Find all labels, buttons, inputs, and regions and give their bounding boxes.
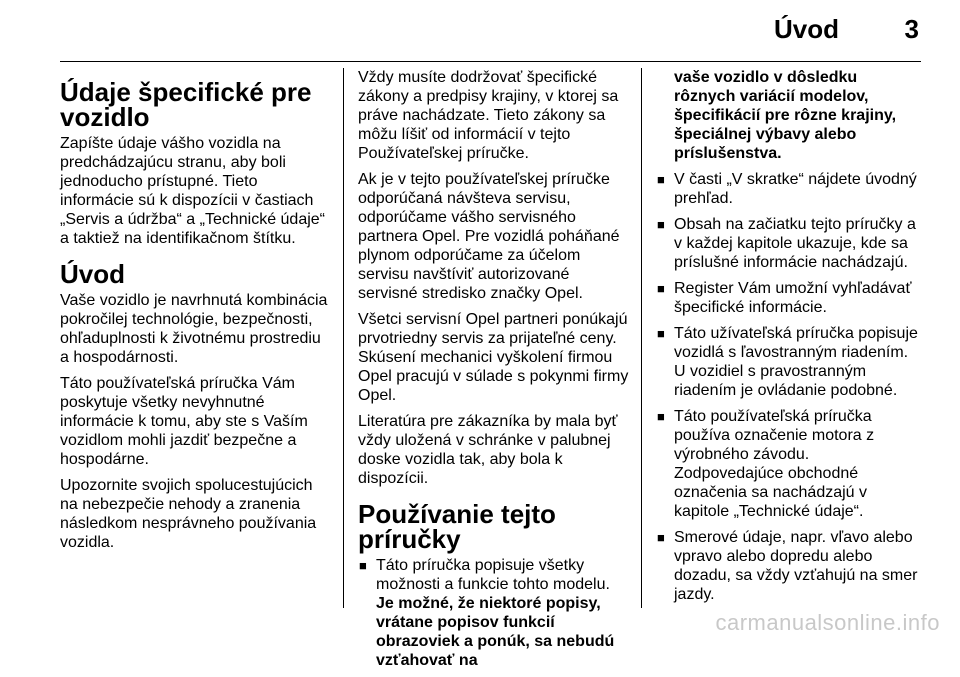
bullet-icon: ■ bbox=[657, 326, 665, 341]
watermark-text: carmanualsonline.info bbox=[715, 610, 940, 635]
bullet-icon: ■ bbox=[657, 217, 665, 232]
list-item bbox=[656, 528, 922, 604]
list-item-text: Táto používateľská príručka používa označenie motora z výrobného závodu. Zodpovedajúce obchodné označenia sa nachádzajú v kapitole „Technické údaje“. bbox=[674, 408, 875, 520]
paragraph: Zapíšte údaje vášho vozidla na predchádzajúcu stranu, aby boli jednoducho prístupné. Tieto informácie sú k dispozícii v častiach „Servis a údržba“ a „Technické údaje“ a taktiež na identifikačnom štítku. bbox=[60, 135, 326, 247]
bullet-icon: ■ bbox=[657, 409, 665, 424]
paragraph: Upozornite svojich spolucestujúcich na nebezpečie nehody a zranenia následkom nesprávneho používania vozidla. bbox=[60, 477, 317, 551]
paragraph: Všetci servisní Opel partneri ponúkajú prvotriedny servis za prijateľné ceny. Skúsení mechanici vyškolení firmou Opel pracujú v súlade s pokynmi firmy Opel. bbox=[358, 311, 629, 404]
column-2 bbox=[358, 68, 630, 677]
bullet-icon: ■ bbox=[657, 530, 665, 545]
bullet-icon: ■ bbox=[657, 281, 665, 296]
column-1 bbox=[60, 68, 332, 559]
bullet-list bbox=[656, 68, 922, 604]
paragraph: Vždy musíte dodržovať špecifické zákony a predpisy krajiny, v ktorej sa práve nachádzate. Tieto zákony sa môžu líšiť od informácií v tejto Používateľskej príručke. bbox=[358, 69, 619, 162]
list-item-text: Smerové údaje, napr. vľavo alebo vpravo alebo dopredu alebo dozadu, sa vždy vzťahujú na smer jazdy. bbox=[674, 529, 918, 603]
paragraph: Vaše vozidlo je navrhnutá kombinácia pokročilej technológie, bezpečnosti, ohľaduplnosti k životnému prostrediu a hospodárnosti. bbox=[60, 292, 328, 366]
list-item-bold-text: vaše vozidlo v dôsledku rôznych variácií modelov, špecifikácií pre rôzne krajiny, špeciálnej výbavy alebo príslušenstva. bbox=[674, 69, 897, 162]
page-header bbox=[60, 14, 921, 54]
list-item-text: Obsah na začiatku tejto príručky a v každej kapitole ukazuje, kde sa príslušné informácie nachádzajú. bbox=[674, 216, 916, 271]
header-divider bbox=[60, 61, 921, 62]
paragraph: Táto používateľská príručka Vám poskytuje všetky nevyhnutné informácie k tomu, aby ste s Vaším vozidlom mohli jazdiť bezpečne a hospodárne. bbox=[60, 375, 308, 468]
column-3 bbox=[656, 68, 922, 611]
bullet-icon: ■ bbox=[657, 172, 665, 187]
page-number: 3 bbox=[904, 14, 919, 44]
column-divider-1 bbox=[343, 68, 344, 608]
bullet-list bbox=[358, 556, 630, 670]
section-heading-using-manual: Používanie tejto príručky bbox=[358, 499, 556, 554]
list-item bbox=[656, 279, 922, 317]
section-heading-introduction: Úvod bbox=[60, 259, 125, 289]
paragraph: Literatúra pre zákazníka by mala byť vždy uložená v schránke v palubnej doske vozidla tak, aby bola k dispozícii. bbox=[358, 413, 618, 487]
list-item bbox=[656, 407, 922, 521]
paragraph: Ak je v tejto používateľskej príručke odporúčaná návšteva servisu, odporúčame vášho servisného partnera Opel. Pre vozidlá poháňané plynom odporúčame za účelom servisu navštíviť autorizované servisné stredisko značky Opel. bbox=[358, 171, 620, 302]
list-item-text: V časti „V skratke“ nájdete úvodný prehľad. bbox=[674, 171, 917, 207]
list-item-text: Táto príručka popisuje všetky možnosti a funkcie tohto modelu. bbox=[376, 557, 610, 593]
list-item bbox=[656, 170, 922, 208]
list-item-text: Register Vám umožní vyhľadávať špecifické informácie. bbox=[674, 280, 912, 316]
list-item bbox=[656, 215, 922, 272]
list-item bbox=[656, 324, 922, 400]
list-item-bold-text: Je možné, že niektoré popisy, vrátane popisov funkcií obrazoviek a ponúk, sa nebudú vzťahovať na bbox=[376, 595, 615, 669]
bullet-icon: ■ bbox=[359, 558, 367, 573]
list-item-continued bbox=[656, 68, 922, 163]
list-item bbox=[358, 556, 630, 670]
page-title: Úvod bbox=[774, 14, 839, 44]
list-item-text: Táto užívateľská príručka popisuje vozidlá s ľavostranným riadením. U vozidiel s pravostranným riadením je ovládanie podobné. bbox=[674, 325, 918, 399]
column-divider-2 bbox=[641, 68, 642, 608]
section-heading-vehicle-data: Údaje špecifické pre vozidlo bbox=[60, 77, 312, 132]
